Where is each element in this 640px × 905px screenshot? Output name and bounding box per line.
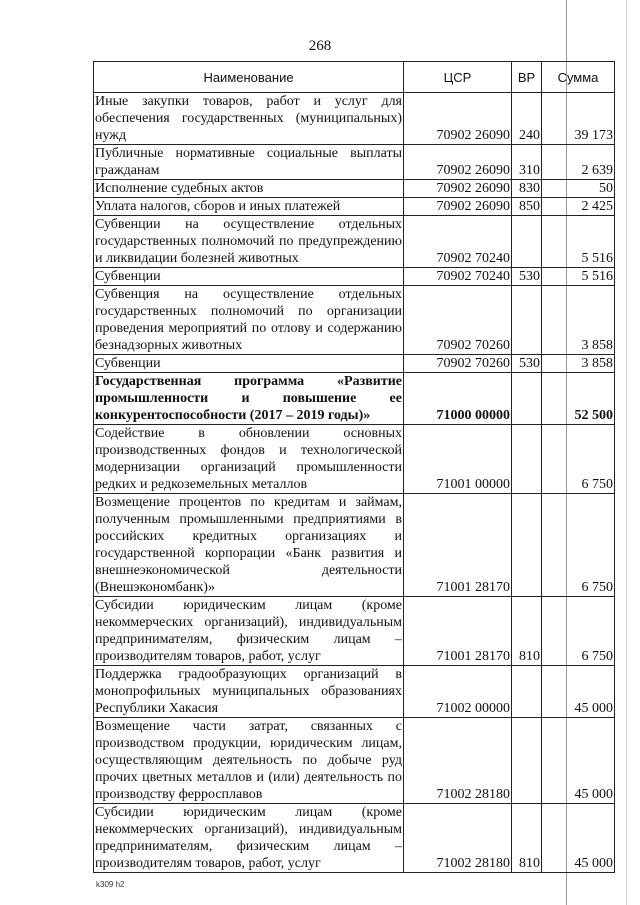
row-vr-cell: 810 — [512, 597, 542, 666]
table-row — [94, 718, 615, 804]
header-csr: ЦСР — [404, 62, 512, 93]
row-vr-cell: 810 — [512, 804, 542, 873]
row-name-cell: Государственная программа «Развитие промышленности и повышение ее конкурентоспособности (2017 – 2019 годы)» — [95, 374, 402, 423]
header-vr: ВР — [512, 62, 542, 93]
row-vr-cell — [512, 666, 542, 718]
footer-code: k309 h2 — [96, 880, 125, 889]
row-csr-cell: 70902 26090 — [404, 93, 512, 145]
row-vr-cell: 240 — [512, 93, 542, 145]
budget-table — [93, 61, 615, 873]
row-name-cell: Субвенции — [94, 268, 404, 286]
row-sum-cell: 39 173 — [542, 93, 615, 145]
table-row — [94, 93, 615, 145]
table-row — [94, 216, 615, 268]
row-sum-cell: 2 425 — [542, 198, 615, 216]
row-name-cell: Содействие в обновлении основных производственных фондов и технологической модернизации организаций промышленности редких и редкоземельных металлов — [95, 426, 402, 492]
table-body — [94, 93, 615, 873]
row-vr-cell: 830 — [512, 180, 542, 198]
row-sum-cell: 3 858 — [542, 286, 615, 355]
row-csr-cell: 70902 70240 — [404, 268, 512, 286]
row-csr-cell: 71001 28170 — [404, 494, 512, 597]
row-csr-cell: 70902 26090 — [404, 180, 512, 198]
table-row — [94, 286, 615, 355]
table-row — [94, 494, 615, 597]
row-sum-cell: 6 750 — [542, 597, 615, 666]
row-name-cell: Поддержка градообразующих организаций в монопрофильных муниципальных образованиях Республики Хакасия — [95, 667, 402, 716]
row-name-cell: Исполнение судебных актов — [94, 180, 404, 198]
row-name-cell: Возмещение части затрат, связанных с производством продукции, юридическим лицам, осуществляющим деятельность по добыче руд прочих цветных металлов и (или) деятельность по производству ферросплавов — [95, 719, 402, 802]
header-name: Наименование — [94, 62, 404, 93]
row-sum-cell: 5 516 — [542, 268, 615, 286]
row-sum-cell: 45 000 — [542, 804, 615, 873]
row-sum-cell: 3 858 — [542, 355, 615, 373]
row-name-cell: Субвенция на осуществление отдельных государственных полномочий по организации проведения мероприятий по отлову и содержанию безнадзорных животных — [95, 287, 402, 353]
table-row — [94, 373, 615, 425]
row-csr-cell: 71002 28180 — [404, 718, 512, 804]
row-csr-cell: 70902 70260 — [404, 355, 512, 373]
row-vr-cell — [512, 373, 542, 425]
row-sum-cell: 6 750 — [542, 494, 615, 597]
table-row — [94, 145, 615, 180]
row-csr-cell: 70902 70260 — [404, 286, 512, 355]
row-sum-cell: 2 639 — [542, 145, 615, 180]
row-name-cell: Субвенции на осуществление отдельных государственных полномочий по предупреждению и ликвидации болезней животных — [95, 217, 402, 266]
header-sum: Сумма — [542, 62, 615, 93]
row-name-cell: Иные закупки товаров, работ и услуг для обеспечения государственных (муниципальных) нужд — [95, 94, 402, 143]
table-row — [94, 268, 615, 286]
row-sum-cell: 6 750 — [542, 425, 615, 494]
row-sum-cell: 45 000 — [542, 666, 615, 718]
row-sum-cell: 50 — [542, 180, 615, 198]
row-sum-cell: 45 000 — [542, 718, 615, 804]
row-csr-cell: 70902 26090 — [404, 145, 512, 180]
row-vr-cell: 310 — [512, 145, 542, 180]
row-name-cell: Возмещение процентов по кредитам и займам, полученным промышленными предприятиями в российских кредитных организациях и государственной корпорации «Банк развития и внешнеэкономической деятельности (Внешэкономбанк)» — [95, 495, 402, 595]
table-row — [94, 425, 615, 494]
table-row — [94, 597, 615, 666]
table-row — [94, 666, 615, 718]
row-sum-cell: 5 516 — [542, 216, 615, 268]
row-csr-cell: 70902 26090 — [404, 198, 512, 216]
row-vr-cell: 530 — [512, 355, 542, 373]
row-vr-cell — [512, 286, 542, 355]
row-csr-cell: 71001 00000 — [404, 425, 512, 494]
table-row — [94, 180, 615, 198]
row-vr-cell: 850 — [512, 198, 542, 216]
row-csr-cell: 71001 28170 — [404, 597, 512, 666]
row-name-cell: Публичные нормативные социальные выплаты гражданам — [95, 146, 402, 178]
row-csr-cell: 71002 00000 — [404, 666, 512, 718]
page-number: 268 — [308, 38, 332, 54]
table-header-row — [94, 62, 615, 93]
row-vr-cell — [512, 425, 542, 494]
row-csr-cell: 70902 70240 — [404, 216, 512, 268]
row-vr-cell: 530 — [512, 268, 542, 286]
row-csr-cell: 71002 28180 — [404, 804, 512, 873]
row-vr-cell — [512, 494, 542, 597]
row-sum-cell: 52 500 — [542, 373, 615, 425]
table-row — [94, 198, 615, 216]
table-row — [94, 804, 615, 873]
row-name-cell: Субсидии юридическим лицам (кроме некоммерческих организаций), индивидуальным предпринимателям, физическим лицам – производителям товаров, работ, услуг — [95, 805, 402, 871]
scan-edge-line — [626, 0, 627, 905]
row-name-cell: Уплата налогов, сборов и иных платежей — [94, 198, 404, 216]
row-name-cell: Субсидии юридическим лицам (кроме некоммерческих организаций), индивидуальным предпринимателям, физическим лицам – производителям товаров, работ, услуг — [95, 598, 402, 664]
table-row — [94, 355, 615, 373]
row-vr-cell — [512, 216, 542, 268]
row-vr-cell — [512, 718, 542, 804]
row-name-cell: Субвенции — [94, 355, 404, 373]
row-csr-cell: 71000 00000 — [404, 373, 512, 425]
